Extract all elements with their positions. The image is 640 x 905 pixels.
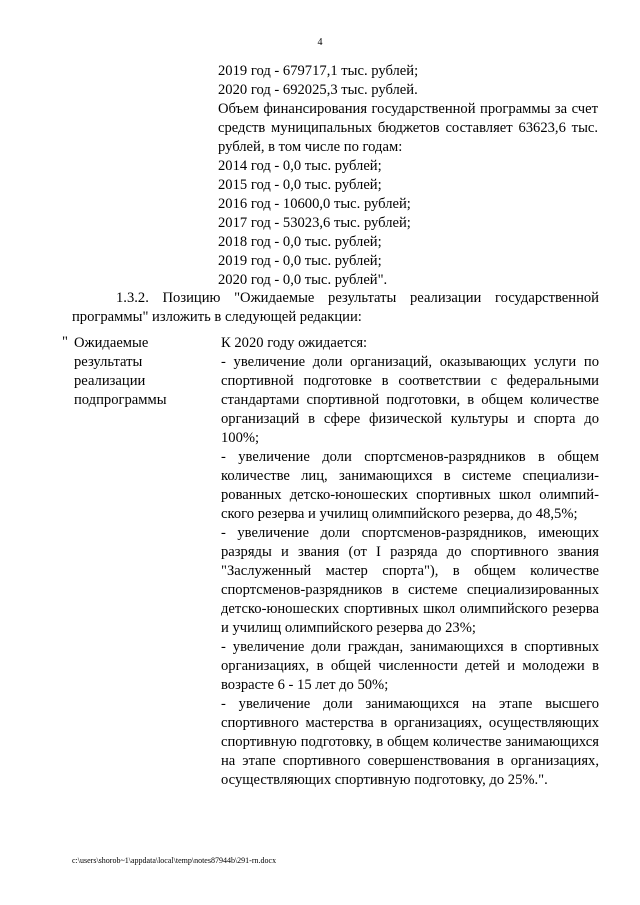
municipal-year-2020: 2020 год - 0,0 тыс. рублей". [218,272,388,288]
expected-result-item: - увеличение доли организаций, оказывающих услуги по спортивной подготовке в соответствии с федеральными стандартами спортивной подготовки, в общем количестве организаций в сфере физической культуры и спорта до 100%; [221,354,599,446]
expected-results-label: Ожидаемые результаты реализации подпрограммы [74,335,167,408]
expected-result-item: - увеличение доли спортсменов-разрядников, имеющих разряды и звания (от I разряда до спортивного звания "Заслуженный мастер спорта"), в общем количестве спортсменов-разрядников в системе специализированных детско-юношеских спортивных школ олимпийского резерва и училищ олимпийского резерва до 23%; [221,525,599,636]
municipal-year-2019: 2019 год - 0,0 тыс. рублей; [218,253,382,269]
funding-municipal-paragraph: Объем финансирования государственной программы за счет средств муниципальных бюджетов составляет 63623,6 тыс. рублей, в том числе по годам: [218,101,598,155]
municipal-year-2018: 2018 год - 0,0 тыс. рублей; [218,234,382,250]
page-number: 4 [317,37,323,48]
municipal-year-2016: 2016 год - 10600,0 тыс. рублей; [218,196,411,212]
municipal-year-2014: 2014 год - 0,0 тыс. рублей; [218,158,382,174]
municipal-year-2015: 2015 год - 0,0 тыс. рублей; [218,177,382,193]
municipal-year-2017: 2017 год - 53023,6 тыс. рублей; [218,215,411,231]
funding-block [218,62,598,290]
funding-line-2020: 2020 год - 692025,3 тыс. рублей. [218,82,418,98]
expected-result-item: - увеличение доли спортсменов-разрядников в общем количестве лиц, занимающихся в системе специализированных детско-юношеских спортивных школ олимпийского резерва и училищ олимпийского резерва, до 48,5%; [221,449,599,522]
table-open-quote: " [62,334,68,350]
expected-results-content [221,334,599,790]
footer-file-path: c:\users\shorob~1\appdata\local\temp\notes87944b\291-rn.docx [72,856,277,865]
expected-results-heading: К 2020 году ожидается: [221,335,368,351]
expected-result-item: - увеличение доли граждан, занимающихся в спортивных организациях, в общей численности детей и молодежи в возрасте 6 - 15 лет до 50%; [221,639,599,693]
funding-line-2019: 2019 год - 679717,1 тыс. рублей; [218,63,419,79]
expected-result-item: - увеличение доли занимающихся на этапе высшего спортивного мастерства в организациях, осуществляющих спортивную подготовку, в общем количестве занимающихся на этапе спортивного совершенствования в организациях, осуществляющих спортивную подготовку, до 25%.". [221,696,599,788]
clause-1-3-2: 1.3.2. Позицию "Ожидаемые результаты реализации государственной программы" изложить в следующей редакции: [72,290,599,325]
